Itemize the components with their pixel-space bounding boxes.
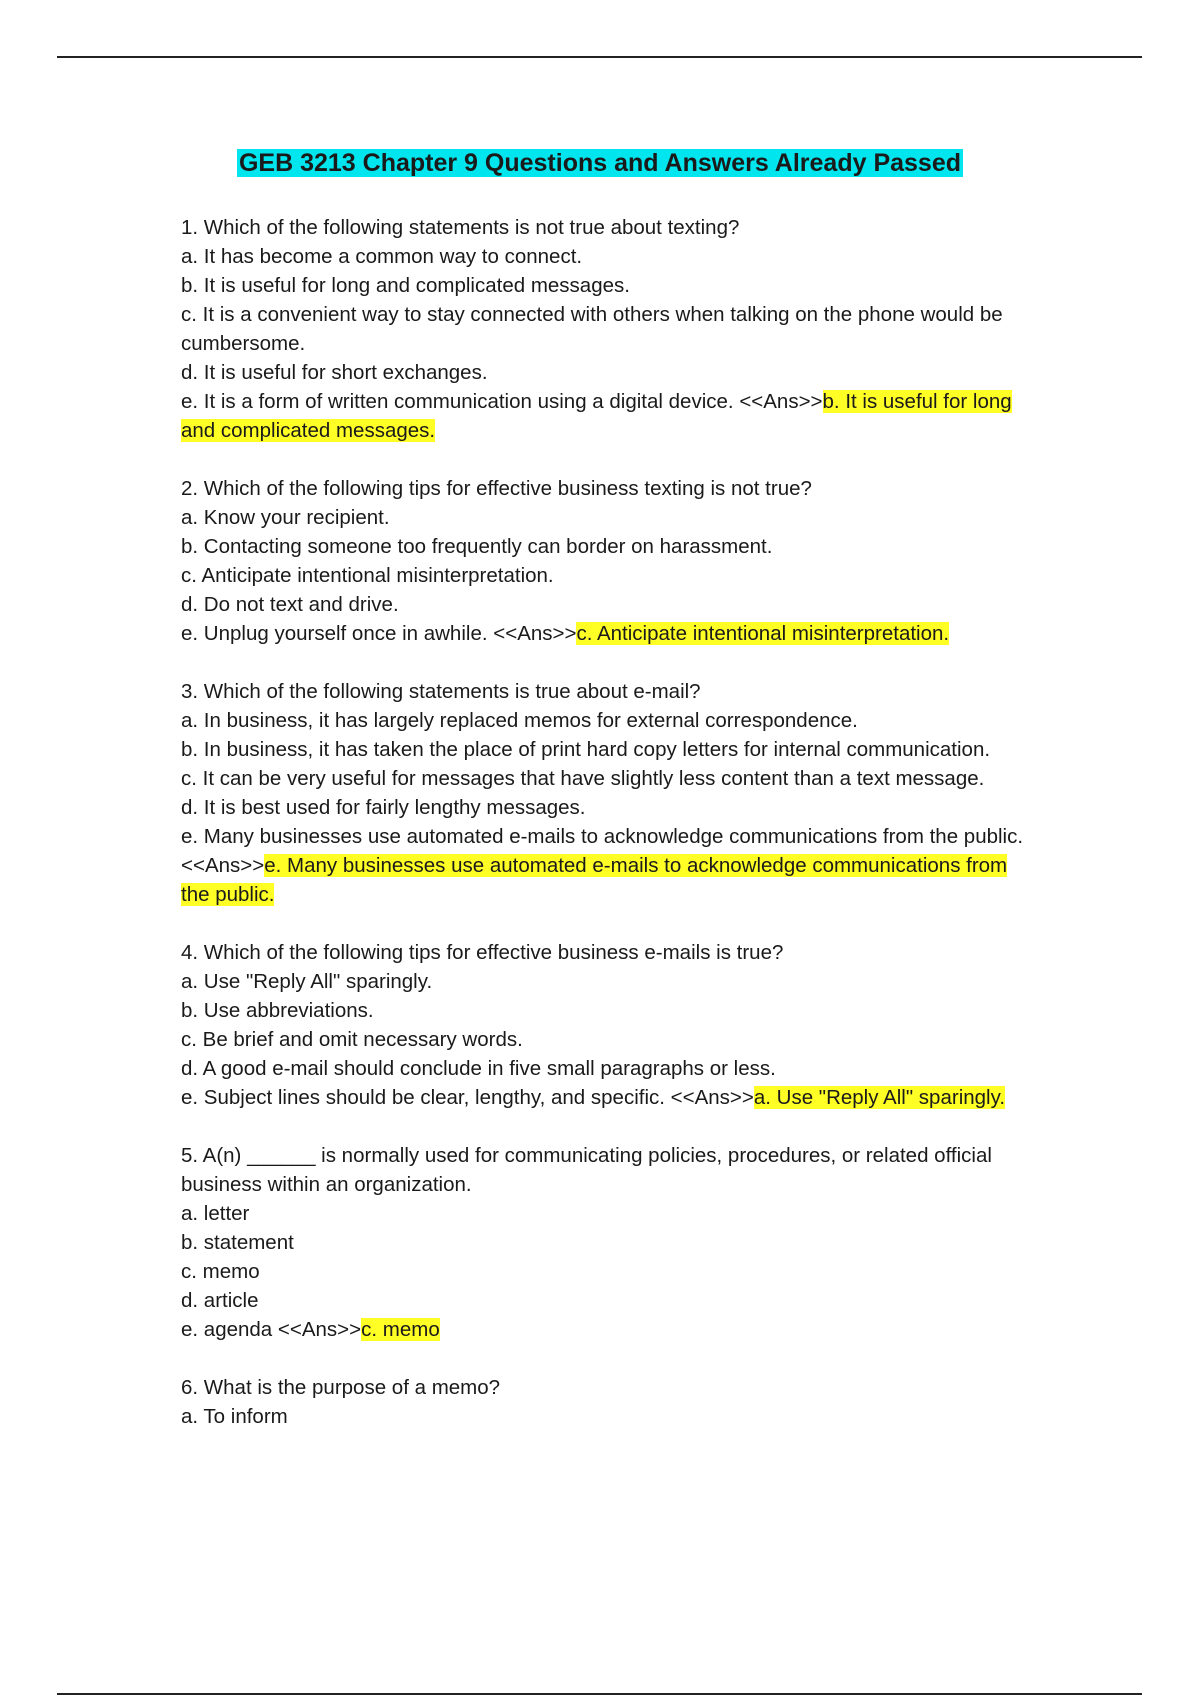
option-a: a. letter: [181, 1202, 250, 1225]
option-b: b. statement: [181, 1231, 294, 1254]
option-c: c. Be brief and omit necessary words.: [181, 1028, 523, 1051]
option-b: b. In business, it has taken the place of print hard copy letters for internal communication.: [181, 738, 991, 761]
question-5: [181, 1141, 1041, 1344]
option-c: c. memo: [181, 1260, 260, 1283]
option-b: b. It is useful for long and complicated messages.: [181, 274, 630, 297]
option-d: d. A good e-mail should conclude in five small paragraphs or less.: [181, 1057, 776, 1080]
question-4: [181, 938, 1041, 1112]
option-e-with-answer: [181, 822, 1041, 909]
option-e-with-answer: [181, 1083, 1041, 1112]
answer-highlight: c. memo: [361, 1318, 440, 1341]
option-c: c. It is a convenient way to stay connected with others when talking on the phone would be cumbersome.: [181, 303, 1003, 355]
answer-marker: <<Ans>>: [670, 1086, 754, 1109]
answer-marker: <<Ans>>: [181, 854, 265, 877]
question-stem: 2. Which of the following tips for effective business texting is not true?: [181, 477, 812, 500]
option-d: d. It is useful for short exchanges.: [181, 361, 488, 384]
option-e-with-answer: [181, 1315, 1041, 1344]
option-e: e. Subject lines should be clear, lengthy, and specific.: [181, 1086, 671, 1109]
question-6: [181, 1373, 1041, 1431]
option-e: e. Many businesses use automated e-mails to acknowledge communications from the public.: [181, 825, 1024, 848]
page-title-text: GEB 3213 Chapter 9 Questions and Answers Already Passed: [238, 149, 962, 177]
option-d: d. article: [181, 1289, 259, 1312]
answer-marker: <<Ans>>: [739, 390, 823, 413]
page-title: [0, 146, 1200, 180]
question-stem: 5. A(n) ______ is normally used for communicating policies, procedures, or related official business within an organization.: [181, 1144, 992, 1196]
option-e: e. agenda: [181, 1318, 278, 1341]
question-1: [181, 213, 1041, 445]
answer-highlight: e. Many businesses use automated e-mails to acknowledge communications from the public.: [181, 854, 1008, 906]
question-3: [181, 677, 1041, 909]
answer-highlight: c. Anticipate intentional misinterpretation.: [576, 622, 950, 645]
answer-marker: <<Ans>>: [277, 1318, 362, 1341]
answer-marker: <<Ans>>: [493, 622, 577, 645]
option-b: b. Use abbreviations.: [181, 999, 374, 1022]
option-d: d. It is best used for fairly lengthy messages.: [181, 796, 586, 819]
option-e-with-answer: [181, 387, 1041, 445]
option-a: a. It has become a common way to connect.: [181, 245, 583, 268]
option-e: e. Unplug yourself once in awhile.: [181, 622, 494, 645]
option-e: e. It is a form of written communication using a digital device.: [181, 390, 740, 413]
option-b: b. Contacting someone too frequently can border on harassment.: [181, 535, 773, 558]
question-stem: 1. Which of the following statements is not true about texting?: [181, 216, 740, 239]
question-stem: 6. What is the purpose of a memo?: [181, 1376, 501, 1399]
question-2: [181, 474, 1041, 648]
top-rule: [57, 56, 1142, 58]
question-stem: 4. Which of the following tips for effective business e-mails is true?: [181, 941, 784, 964]
question-list: [181, 213, 1041, 1460]
option-d: d. Do not text and drive.: [181, 593, 399, 616]
option-a: a. To inform: [181, 1405, 288, 1428]
answer-highlight: b. It is useful for long and complicated messages.: [181, 390, 1012, 442]
bottom-rule: [57, 1693, 1142, 1695]
option-e-with-answer: [181, 619, 1041, 648]
option-a: a. Use "Reply All" sparingly.: [181, 970, 433, 993]
option-a: a. Know your recipient.: [181, 506, 390, 529]
question-stem: 3. Which of the following statements is true about e-mail?: [181, 680, 701, 703]
option-c: c. It can be very useful for messages that have slightly less content than a text message.: [181, 767, 985, 790]
answer-highlight: a. Use "Reply All" sparingly.: [753, 1086, 1006, 1109]
option-c: c. Anticipate intentional misinterpretation.: [181, 564, 554, 587]
option-a: a. In business, it has largely replaced memos for external correspondence.: [181, 709, 858, 732]
